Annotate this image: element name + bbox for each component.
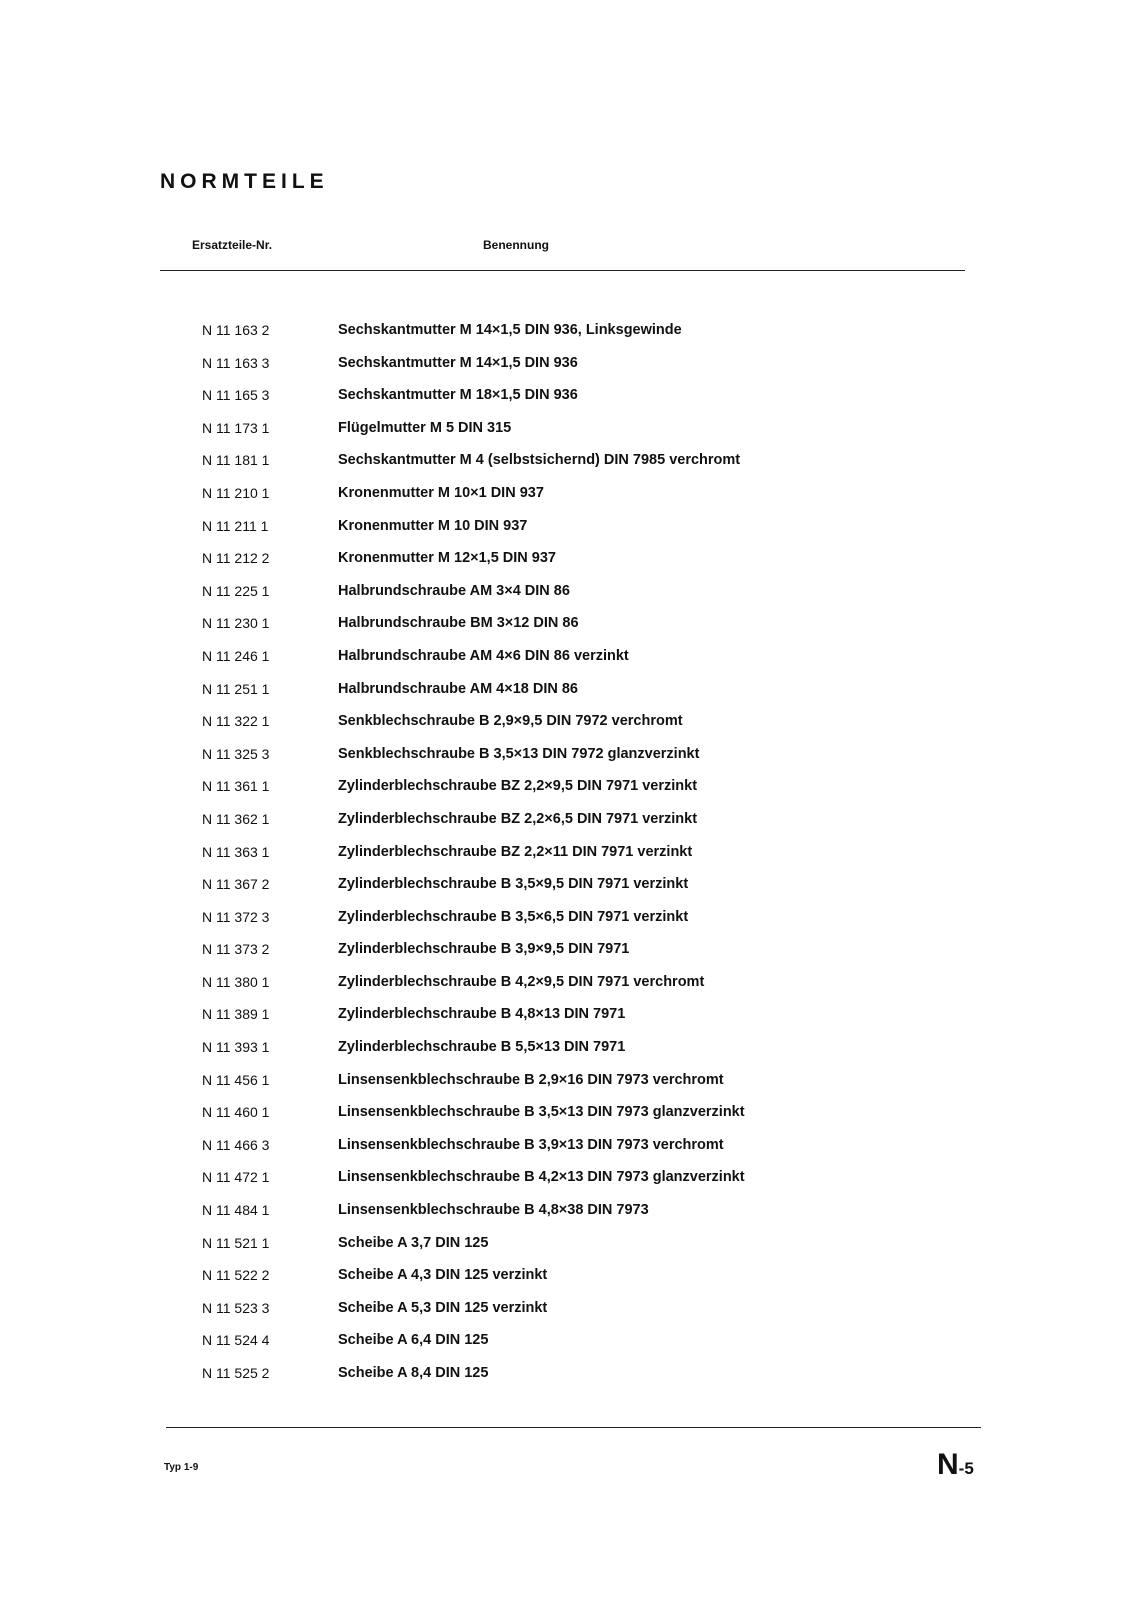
part-designation: Linsensenkblechschraube B 4,8×38 DIN 7973	[338, 1202, 649, 1219]
part-designation: Zylinderblechschraube BZ 2,2×6,5 DIN 7971 verzinkt	[338, 810, 698, 827]
part-designation: Sechskantmutter M 14×1,5 DIN 936	[338, 354, 578, 371]
part-number: N 11 524 4	[202, 1332, 270, 1349]
part-number: N 11 225 1	[202, 582, 270, 599]
footer-divider	[166, 1427, 981, 1428]
part-row	[0, 966, 1132, 999]
part-row	[0, 1292, 1132, 1325]
part-row	[0, 673, 1132, 706]
part-designation: Sechskantmutter M 14×1,5 DIN 936, Linksgewinde	[338, 322, 682, 338]
column-header-designation: Benennung	[483, 238, 549, 252]
part-number: N 11 210 1	[202, 484, 270, 501]
part-number: N 11 230 1	[202, 615, 270, 632]
part-row	[0, 738, 1132, 771]
part-row	[0, 510, 1132, 543]
part-designation: Scheibe A 5,3 DIN 125 verzinkt	[338, 1299, 548, 1316]
part-designation: Linsensenkblechschraube B 3,9×13 DIN 7973 verchromt	[338, 1136, 724, 1153]
part-designation: Zylinderblechschraube B 3,9×9,5 DIN 7971	[338, 941, 630, 958]
part-number: N 11 522 2	[202, 1267, 270, 1284]
part-number: N 11 523 3	[202, 1299, 270, 1316]
part-number: N 11 373 2	[202, 941, 270, 958]
part-row	[0, 1227, 1132, 1260]
part-designation: Senkblechschraube B 2,9×9,5 DIN 7972 verchromt	[338, 713, 683, 730]
part-row	[0, 1064, 1132, 1097]
part-designation: Linsensenkblechschraube B 3,5×13 DIN 7973 glanzverzinkt	[338, 1104, 745, 1121]
part-designation: Scheibe A 3,7 DIN 125	[338, 1234, 489, 1251]
part-designation: Linsensenkblechschraube B 4,2×13 DIN 7973 glanzverzinkt	[338, 1169, 745, 1186]
part-row	[0, 1096, 1132, 1129]
part-number: N 11 393 1	[202, 1039, 270, 1056]
part-row	[0, 477, 1132, 510]
part-designation: Flügelmutter M 5 DIN 315	[338, 419, 512, 436]
page-number-digit: -5	[958, 1459, 974, 1478]
part-row	[0, 1357, 1132, 1390]
part-number: N 11 484 1	[202, 1202, 270, 1219]
part-number: N 11 211 1	[202, 517, 269, 534]
part-row	[0, 998, 1132, 1031]
part-designation: Scheibe A 4,3 DIN 125 verzinkt	[338, 1267, 548, 1284]
footer-type-label: Typ 1-9	[164, 1462, 199, 1473]
part-row	[0, 1324, 1132, 1357]
part-number: N 11 325 3	[202, 745, 270, 762]
part-designation: Zylinderblechschraube B 5,5×13 DIN 7971	[338, 1039, 626, 1056]
part-number: N 11 389 1	[202, 1006, 270, 1023]
page-number-letter: N	[937, 1448, 959, 1481]
part-designation: Sechskantmutter M 18×1,5 DIN 936	[338, 387, 578, 404]
part-designation: Halbrundschraube AM 3×4 DIN 86	[338, 582, 570, 599]
part-designation: Zylinderblechschraube B 4,8×13 DIN 7971	[338, 1006, 626, 1023]
part-number: N 11 363 1	[202, 843, 270, 860]
part-row	[0, 1129, 1132, 1162]
column-header-part-number: Ersatzteile-Nr.	[192, 238, 273, 252]
part-designation: Zylinderblechschraube B 3,5×9,5 DIN 7971 verzinkt	[338, 876, 689, 893]
header-divider	[160, 270, 965, 271]
part-number: N 11 372 3	[202, 908, 270, 925]
page-number	[937, 1448, 974, 1482]
part-row	[0, 1031, 1132, 1064]
part-row	[0, 1161, 1132, 1194]
part-designation: Halbrundschraube BM 3×12 DIN 86	[338, 615, 579, 632]
part-designation: Linsensenkblechschraube B 2,9×16 DIN 7973 verchromt	[338, 1071, 724, 1088]
part-designation: Halbrundschraube AM 4×6 DIN 86 verzinkt	[338, 647, 629, 664]
part-row	[0, 412, 1132, 445]
part-designation: Zylinderblechschraube BZ 2,2×11 DIN 7971 verzinkt	[338, 843, 693, 860]
part-row	[0, 347, 1132, 380]
part-designation: Scheibe A 6,4 DIN 125	[338, 1332, 489, 1349]
part-number: N 11 362 1	[202, 810, 270, 827]
part-row	[0, 901, 1132, 934]
part-number: N 11 212 2	[202, 550, 270, 567]
part-row	[0, 444, 1132, 477]
part-number: N 11 173 1	[202, 419, 270, 436]
part-row	[0, 705, 1132, 738]
part-row	[0, 640, 1132, 673]
part-designation: Zylinderblechschraube B 4,2×9,5 DIN 7971 verchromt	[338, 973, 705, 990]
part-designation: Halbrundschraube AM 4×18 DIN 86	[338, 680, 578, 697]
part-number: N 11 466 3	[202, 1136, 270, 1153]
part-row	[0, 868, 1132, 901]
part-row	[0, 542, 1132, 575]
part-number: N 11 246 1	[202, 647, 270, 664]
part-designation: Kronenmutter M 12×1,5 DIN 937	[338, 550, 556, 567]
part-row	[0, 1194, 1132, 1227]
part-number: N 11 472 1	[202, 1169, 270, 1186]
part-number: N 11 367 2	[202, 876, 270, 893]
part-designation: Scheibe A 8,4 DIN 125	[338, 1365, 489, 1381]
part-number: N 11 181 1	[202, 452, 270, 469]
part-row	[0, 933, 1132, 966]
part-designation: Sechskantmutter M 4 (selbstsichernd) DIN 7985 verchromt	[338, 452, 741, 469]
part-designation: Senkblechschraube B 3,5×13 DIN 7972 glanzverzinkt	[338, 745, 700, 762]
part-designation: Kronenmutter M 10×1 DIN 937	[338, 484, 544, 501]
page-title: NORMTEILE	[160, 170, 329, 193]
part-row	[0, 803, 1132, 836]
part-number: N 11 322 1	[202, 713, 270, 730]
part-number: N 11 163 3	[202, 354, 270, 371]
part-row	[0, 379, 1132, 412]
part-number: N 11 456 1	[202, 1071, 270, 1088]
part-row	[0, 607, 1132, 640]
part-designation: Zylinderblechschraube B 3,5×6,5 DIN 7971 verzinkt	[338, 908, 689, 925]
part-designation: Kronenmutter M 10 DIN 937	[338, 517, 528, 534]
part-number: N 11 521 1	[202, 1234, 270, 1251]
part-number: N 11 251 1	[202, 680, 270, 697]
part-row	[0, 770, 1132, 803]
part-number: N 11 361 1	[202, 778, 270, 795]
part-row	[0, 1259, 1132, 1292]
part-number: N 11 165 3	[202, 387, 270, 404]
part-row	[0, 575, 1132, 608]
part-number: N 11 460 1	[202, 1104, 270, 1121]
part-number: N 11 163 2	[202, 322, 270, 338]
part-number: N 11 525 2	[202, 1365, 270, 1381]
part-number: N 11 380 1	[202, 973, 270, 990]
parts-list	[0, 314, 1132, 1390]
part-row	[0, 836, 1132, 869]
part-row	[0, 314, 1132, 347]
part-designation: Zylinderblechschraube BZ 2,2×9,5 DIN 7971 verzinkt	[338, 778, 698, 795]
